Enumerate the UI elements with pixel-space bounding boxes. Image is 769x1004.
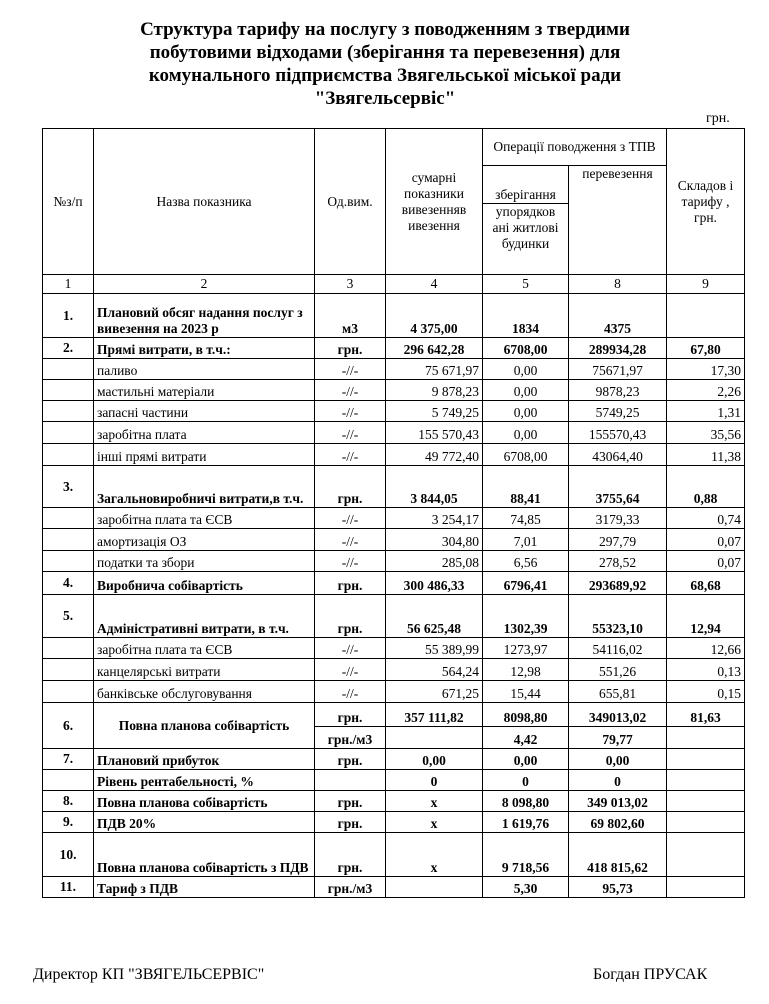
row-name: Повна планова собівартість [94,791,315,812]
col-number: 2 [94,275,315,294]
row-storage: 5,30 [483,877,569,898]
row-name: канцелярські витрати [94,659,315,681]
row-name: Рівень рентабельності, % [94,770,315,791]
table-row [43,770,745,791]
row-number: 4. [43,572,94,595]
row-name: податки та збори [94,551,315,572]
row-name: Виробнича собівартість [94,572,315,595]
row-transport: 349 013,02 [569,791,667,812]
row-name: заробітна плата та ЄСВ [94,508,315,529]
row-number [43,681,94,703]
table-row [43,294,745,338]
row-storage: 12,98 [483,659,569,681]
header-operations: Операції поводження з ТПВ [483,129,667,166]
col-number: 5 [483,275,569,294]
row-unit: -//- [315,681,386,703]
row-name: заробітна плата та ЄСВ [94,638,315,659]
row-storage: 0 [483,770,569,791]
row-storage: 74,85 [483,508,569,529]
row-total: 285,08 [386,551,483,572]
row-unit: -//- [315,401,386,422]
title-line: побутовими відходами (зберігання та перевезення) для [149,42,621,63]
row-total: 75 671,97 [386,359,483,380]
row-unit: -//- [315,529,386,551]
row-tariff: 1,31 [667,401,745,422]
row-number [43,380,94,401]
table-row [43,551,745,572]
row-unit: грн. [315,572,386,595]
row-transport: 4375 [569,294,667,338]
row-transport: 278,52 [569,551,667,572]
header-unit: Од.вим. [315,129,386,275]
table-row [43,422,745,444]
row-transport: 5749,25 [569,401,667,422]
title-line: комунального підприємства Звягельської міської ради [148,65,622,86]
col-number: 1 [43,275,94,294]
row-transport: 297,79 [569,529,667,551]
row-name: Повна планова собівартість [94,703,315,749]
row-transport: 95,73 [569,877,667,898]
row-unit: грн. [315,791,386,812]
header-total: сумарні показники вивезенняв ивезення [386,129,483,275]
row-number: 7. [43,749,94,770]
row-unit: -//- [315,422,386,444]
row-tariff [667,294,745,338]
table-row [43,338,745,359]
row-tariff: 0,74 [667,508,745,529]
row-storage: 6796,41 [483,572,569,595]
row-transport: 418 815,62 [569,833,667,877]
row-name: Адміністративні витрати, в т.ч. [94,595,315,638]
row-name: запасні частини [94,401,315,422]
col-number: 4 [386,275,483,294]
row-number [43,444,94,466]
signer-title: Директор КП "ЗВЯГЕЛЬСЕРВІС" [33,966,265,983]
row-tariff: 0,07 [667,551,745,572]
row-storage: 1834 [483,294,569,338]
row-unit: грн. [315,812,386,833]
row-name: Плановий обсяг надання послуг з вивезення на 2023 р [94,294,315,338]
row-storage: 1273,97 [483,638,569,659]
row-storage: 7,01 [483,529,569,551]
row-transport: 655,81 [569,681,667,703]
row-storage: 88,41 [483,466,569,508]
row-number [43,401,94,422]
row-total: 3 254,17 [386,508,483,529]
row-unit: м3 [315,294,386,338]
table-row [43,444,745,466]
row-tariff: 11,38 [667,444,745,466]
row-tariff: 68,68 [667,572,745,595]
row-total: 0,00 [386,749,483,770]
row-total: 357 111,82 [386,703,483,727]
row-total: 55 389,99 [386,638,483,659]
row-tariff: 2,26 [667,380,745,401]
row-storage: 9 718,56 [483,833,569,877]
row-unit: -//- [315,444,386,466]
table-row [43,401,745,422]
row-tariff [667,770,745,791]
row-total: 155 570,43 [386,422,483,444]
row-total: 300 486,33 [386,572,483,595]
document-title [60,18,710,110]
col-number: 9 [667,275,745,294]
row-unit: грн. [315,749,386,770]
row-storage: 0,00 [483,422,569,444]
row-unit: -//- [315,551,386,572]
row-transport: 43064,40 [569,444,667,466]
row-total: 564,24 [386,659,483,681]
table-row [43,791,745,812]
table-row [43,749,745,770]
header-name: Назва показника [94,129,315,275]
title-line: Структура тарифу на послугу з поводженням з твердими [140,19,630,40]
row-transport: 3755,64 [569,466,667,508]
table-row [43,380,745,401]
row-tariff [667,749,745,770]
row-unit: -//- [315,508,386,529]
row-unit: -//- [315,659,386,681]
row-transport: 551,26 [569,659,667,681]
row-name: Повна планова собівартість з ПДВ [94,833,315,877]
row-tariff [667,877,745,898]
row-name: мастильні матеріали [94,380,315,401]
row-number: 1. [43,294,94,338]
row-name: амортизація ОЗ [94,529,315,551]
row-transport: 79,77 [569,727,667,749]
row-storage: 1302,39 [483,595,569,638]
row-total: х [386,791,483,812]
row-tariff: 12,66 [667,638,745,659]
row-total: 296 642,28 [386,338,483,359]
row-number: 9. [43,812,94,833]
row-number: 6. [43,703,94,749]
row-total: 3 844,05 [386,466,483,508]
table-row [43,572,745,595]
row-unit [315,770,386,791]
row-transport: 155570,43 [569,422,667,444]
table-row [43,812,745,833]
row-name: Плановий прибуток [94,749,315,770]
header-no: №з/п [43,129,94,275]
table-row [43,466,745,508]
row-transport: 75671,97 [569,359,667,380]
row-storage: 0,00 [483,401,569,422]
row-number [43,359,94,380]
row-total: х [386,812,483,833]
row-unit: грн. [315,466,386,508]
row-transport: 0 [569,770,667,791]
row-tariff: 81,63 [667,703,745,727]
row-number: 11. [43,877,94,898]
row-transport: 293689,92 [569,572,667,595]
row-total: 0 [386,770,483,791]
row-name: ПДВ 20% [94,812,315,833]
row-tariff: 0,88 [667,466,745,508]
row-total: х [386,833,483,877]
row-transport: 55323,10 [569,595,667,638]
table-row [43,659,745,681]
table-row [43,529,745,551]
row-storage: 1 619,76 [483,812,569,833]
row-unit: -//- [315,380,386,401]
row-storage: 15,44 [483,681,569,703]
row-name: банківське обслуговування [94,681,315,703]
row-total [386,727,483,749]
row-name: заробітна плата [94,422,315,444]
row-number: 2. [43,338,94,359]
row-tariff [667,791,745,812]
row-unit: грн./м3 [315,727,386,749]
row-storage: 6,56 [483,551,569,572]
row-tariff: 35,56 [667,422,745,444]
row-transport: 3179,33 [569,508,667,529]
row-tariff [667,833,745,877]
row-unit: грн./м3 [315,877,386,898]
row-tariff: 0,07 [667,529,745,551]
header-transport: перевезення [569,166,667,275]
row-number: 3. [43,466,94,508]
table-row [43,681,745,703]
row-number [43,508,94,529]
row-storage: 0,00 [483,359,569,380]
row-unit: -//- [315,638,386,659]
row-storage: 6708,00 [483,338,569,359]
row-number [43,659,94,681]
row-unit: грн. [315,703,386,727]
row-number [43,529,94,551]
row-name: Тариф з ПДВ [94,877,315,898]
row-storage: 6708,00 [483,444,569,466]
row-storage: 8098,80 [483,703,569,727]
row-number: 8. [43,791,94,812]
row-storage: 4,42 [483,727,569,749]
signer-name: Богдан ПРУСАК [593,966,708,983]
row-total: 49 772,40 [386,444,483,466]
row-transport: 289934,28 [569,338,667,359]
row-transport: 9878,23 [569,380,667,401]
title-line: "Звягельсервіс" [314,88,456,109]
row-storage: 0,00 [483,749,569,770]
row-unit: грн. [315,833,386,877]
row-name: паливо [94,359,315,380]
row-number: 10. [43,833,94,877]
row-tariff: 17,30 [667,359,745,380]
header-storage: зберігання [483,166,569,204]
col-number: 8 [569,275,667,294]
row-tariff: 12,94 [667,595,745,638]
table-row [43,359,745,380]
header-storage-sub: упорядков ані житлові будинки [483,204,569,275]
row-tariff: 67,80 [667,338,745,359]
row-transport: 0,00 [569,749,667,770]
row-unit: -//- [315,359,386,380]
row-storage: 8 098,80 [483,791,569,812]
row-total: 9 878,23 [386,380,483,401]
row-tariff: 0,13 [667,659,745,681]
table-row [43,833,745,877]
row-total: 5 749,25 [386,401,483,422]
row-number [43,422,94,444]
row-name: Загальновиробничі витрати,в т.ч. [94,466,315,508]
row-tariff [667,727,745,749]
row-transport: 69 802,60 [569,812,667,833]
table-row [43,638,745,659]
header-tariff: Складов і тарифу , грн. [667,129,745,275]
row-number: 5. [43,595,94,638]
row-total: 671,25 [386,681,483,703]
row-number [43,770,94,791]
row-unit: грн. [315,595,386,638]
row-tariff: 0,15 [667,681,745,703]
row-transport: 54116,02 [569,638,667,659]
row-total: 56 625,48 [386,595,483,638]
row-storage: 0,00 [483,380,569,401]
row-transport: 349013,02 [569,703,667,727]
row-name: інші прямі витрати [94,444,315,466]
table-row [43,595,745,638]
table-row [43,877,745,898]
row-name: Прямі витрати, в т.ч.: [94,338,315,359]
currency-label: грн. [706,111,730,126]
row-tariff [667,812,745,833]
row-unit: грн. [315,338,386,359]
row-total: 304,80 [386,529,483,551]
row-total [386,877,483,898]
tariff-table [42,128,745,898]
row-number [43,551,94,572]
col-number: 3 [315,275,386,294]
row-number [43,638,94,659]
table-row [43,508,745,529]
row-total: 4 375,00 [386,294,483,338]
